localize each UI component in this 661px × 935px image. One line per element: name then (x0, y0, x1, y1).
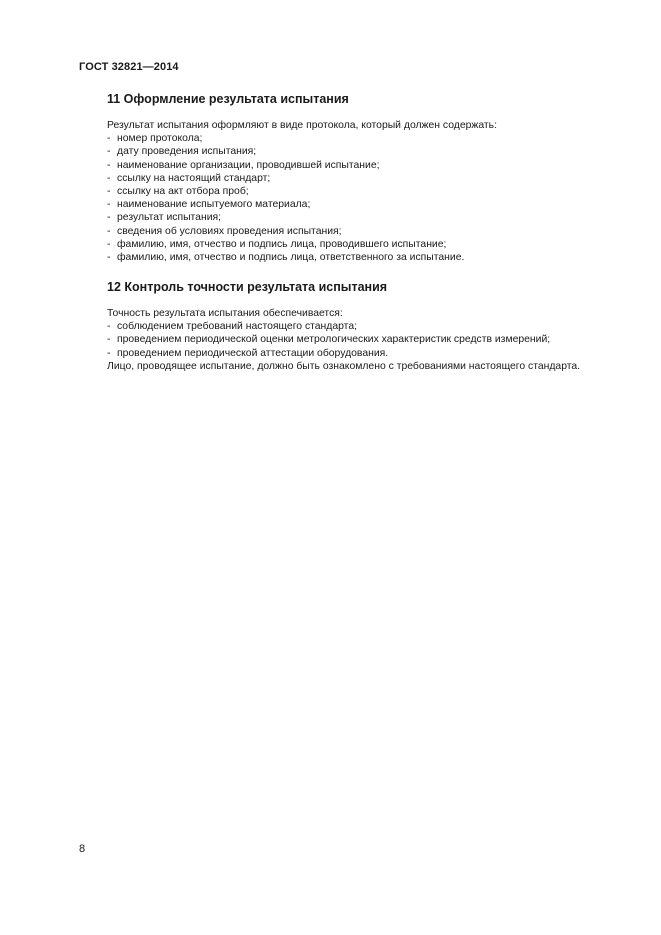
list-item-text: фамилию, имя, отчество и подпись лица, проводившего испытание; (117, 238, 447, 250)
list-dash: - (107, 347, 111, 359)
list-dash: - (107, 172, 111, 184)
list-dash: - (107, 212, 111, 224)
list-item (107, 172, 639, 185)
page-number: 8 (79, 843, 86, 855)
list-item-text: номер протокола; (117, 133, 203, 145)
list-dash: - (107, 133, 111, 145)
list-item (107, 251, 639, 264)
list-dash: - (107, 252, 111, 264)
list-dash: - (107, 186, 111, 198)
list-item-text: соблюдением требований настоящего стандарта; (117, 321, 357, 333)
list-dash: - (107, 159, 111, 171)
list-item-text: ссылку на настоящий стандарт; (117, 172, 271, 184)
list-item (107, 320, 639, 333)
section-title: 12 Контроль точности результата испытания (107, 280, 388, 294)
list-item-text: фамилию, имя, отчество и подпись лица, ответственного за испытание. (117, 252, 465, 264)
list-item-text: наименование испытуемого материала; (117, 199, 311, 211)
section-11-result-formatting (79, 92, 639, 264)
section-title: 11 Оформление результата испытания (107, 92, 349, 106)
list-item-text: проведением периодической оценки метрологических характеристик средств измерений; (117, 334, 551, 346)
list-item (107, 198, 639, 211)
list-item-text: ссылку на акт отбора проб; (117, 186, 249, 198)
list-item (107, 333, 639, 346)
list-item (107, 211, 639, 224)
list-item-text: результат испытания; (117, 212, 222, 224)
section-intro: Результат испытания оформляют в виде протокола, который должен содержать: (107, 120, 497, 131)
list-item (107, 159, 639, 172)
list-item (107, 347, 639, 360)
list-item (107, 145, 639, 158)
list-item-text: сведения об условиях проведения испытания; (117, 225, 342, 237)
list-dash: - (107, 225, 111, 237)
closing-paragraph: Лицо, проводящее испытание, должно быть ознакомлено с требованиями настоящего стандарта. (107, 360, 581, 372)
section-12-accuracy-control (79, 280, 639, 373)
list-item-text: дату проведения испытания; (117, 146, 257, 158)
list-item-text: проведением периодической аттестации оборудования. (117, 347, 389, 359)
list-dash: - (107, 334, 111, 346)
list-dash: - (107, 146, 111, 158)
list-item (107, 225, 639, 238)
list-item (107, 238, 639, 251)
list-dash: - (107, 321, 111, 333)
list-item (107, 132, 639, 145)
section-intro: Точность результата испытания обеспечивается: (107, 308, 343, 319)
list-dash: - (107, 199, 111, 211)
list-item-text: наименование организации, проводившей испытание; (117, 159, 380, 171)
list-dash: - (107, 238, 111, 250)
list-item (107, 185, 639, 198)
document-header: ГОСТ 32821—2014 (79, 61, 179, 73)
